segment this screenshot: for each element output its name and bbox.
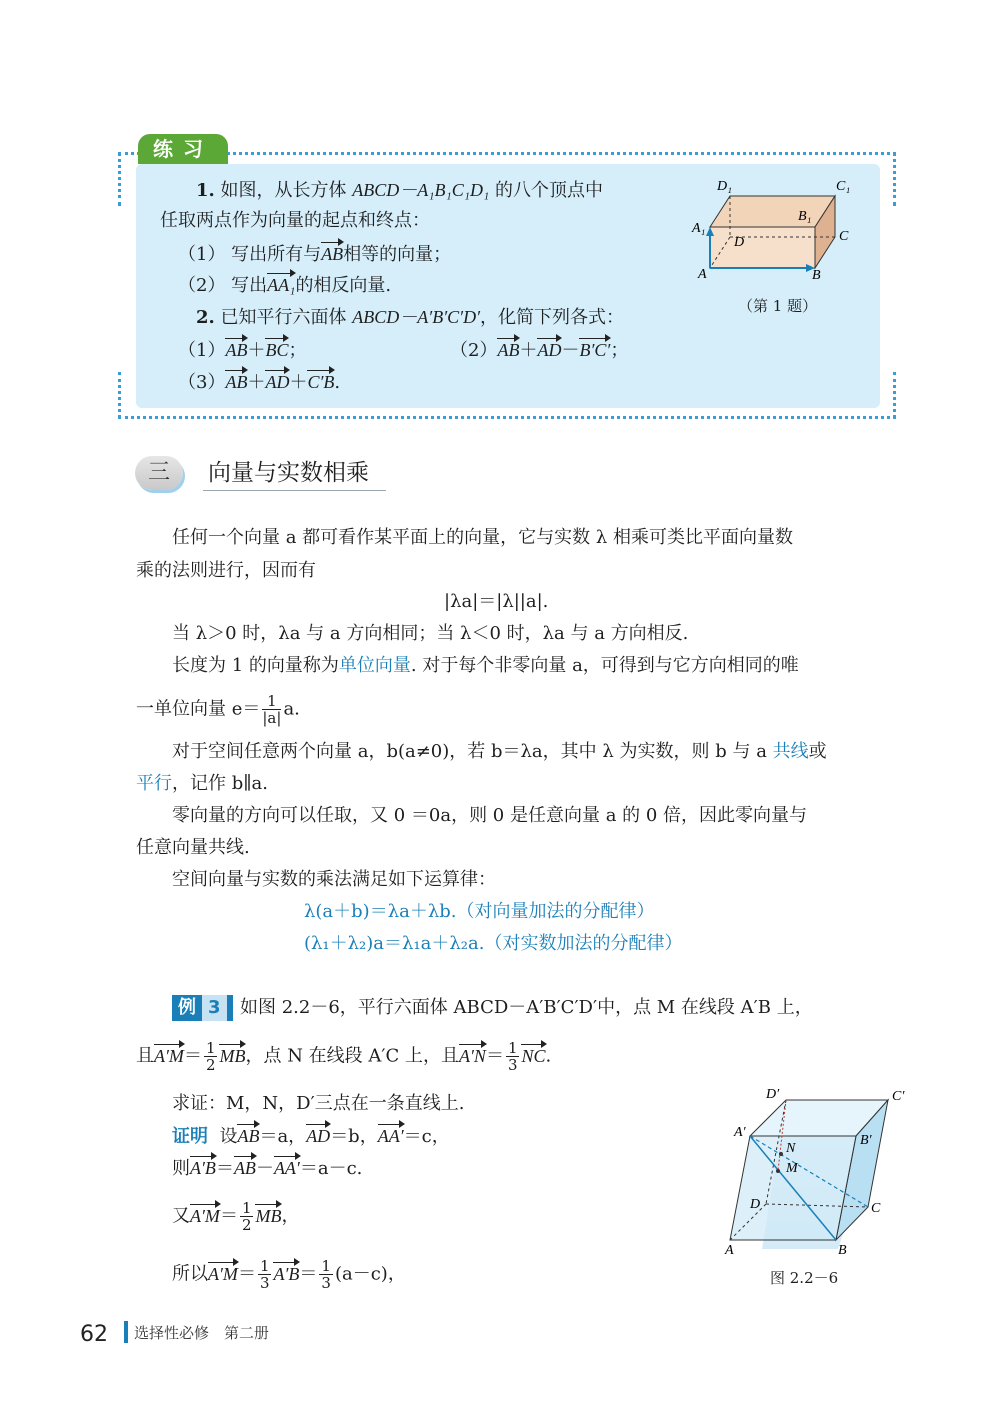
proof-line3: 又A′M＝ $\frac{1}{2}$ MB， — [172, 1199, 300, 1234]
body-p5-line2: 任意向量共线. — [136, 837, 250, 858]
label-d: D — [750, 1197, 761, 1212]
section-title-underline — [203, 490, 386, 491]
book-title: 选择性必修 第二册 — [134, 1324, 270, 1342]
body-p1-line2: 乘的法则进行，因而有 — [136, 560, 316, 581]
section-title: 向量与实数相乘 — [208, 460, 369, 486]
cuboid-top-face — [710, 196, 835, 227]
label-a: A — [698, 267, 707, 282]
exercise-border-right — [893, 372, 896, 418]
exercise-border-left — [118, 372, 121, 418]
body-p4-line1: 对于空间任意两个向量 a，b(a≠0)，若 b＝λa，其中 λ 为实数，则 b 与 a 共线或 — [172, 741, 827, 762]
body-p5-line1: 零向量的方向可以任取，又 0 ＝0a，则 0 是任意向量 a 的 0 倍，因此零向量与 — [172, 805, 808, 826]
example-3-line1: 如图 2.2－6，平行六面体 ABCD－A′B′C′D′中，点 M 在线段 A′B 上， — [240, 997, 813, 1018]
body-formula1: |λa|＝|λ||a|. — [444, 591, 549, 612]
label-b: B — [812, 268, 821, 283]
exercise-q1-line2: 任取两点作为向量的起点和终点： — [160, 210, 430, 231]
label-n: N — [786, 1141, 796, 1156]
label-d: D — [734, 235, 745, 250]
label-d-prime: D′ — [766, 1087, 780, 1102]
label-b-prime: B′ — [860, 1133, 872, 1148]
body-p6: 空间向量与实数的乘法满足如下运算律： — [172, 869, 496, 890]
law-distributive-scalar: (λ₁＋λ₂)a＝λ₁a＋λ₂a.（对实数加法的分配律） — [304, 933, 683, 954]
label-c: C — [839, 229, 849, 244]
section-number: 三 — [147, 460, 170, 485]
body-p3-line1: 长度为 1 的向量称为单位向量. 对于每个非零向量 a，可得到与它方向相同的唯 — [172, 655, 799, 676]
example-3-line2: 且A′M＝ $\frac{1}{2}$ MB，点 N 在线段 A′C 上，且A′N＝ $\frac{1}{3}$ NC. — [136, 1039, 552, 1074]
body-p1-line1: 任何一个向量 a 都可看作某平面上的向量，它与实数 λ 相乘可类比平面向量数 — [172, 527, 794, 548]
label-a1: A₁ — [692, 221, 706, 236]
cuboid-front-face — [710, 227, 815, 268]
body-p3-line2: 一单位向量 e＝ $\frac{1}{|a|}$ a. — [136, 692, 300, 727]
footer-bar — [124, 1321, 128, 1343]
label-b1: B₁ — [798, 209, 812, 224]
parallelepiped-figure — [726, 1084, 922, 1264]
proof-line2: 则A′B＝AB－AA′＝a－c. — [172, 1158, 363, 1179]
exercise-border-right — [893, 152, 896, 206]
figure-2-2-6-caption: 图 2.2－6 — [770, 1269, 839, 1287]
point-m — [776, 1169, 780, 1173]
term-collinear: 共线 — [772, 741, 809, 762]
law-distributive-vector: λ(a＋b)＝λa＋λb.（对向量加法的分配律） — [304, 901, 655, 922]
label-c-prime: C′ — [892, 1089, 905, 1104]
label-a-prime: A′ — [734, 1125, 746, 1140]
proof-label: 证明 — [172, 1126, 208, 1147]
exercise-q1-line1: 1. 如图，从长方体 ABCD－A₁B₁C₁D₁ 的八个顶点中 — [196, 180, 604, 201]
exercise-border-top — [118, 152, 896, 155]
label-c1: C₁ — [836, 179, 851, 194]
fraction-1-over-norm-a: $\frac{1}{|a|}$ — [262, 692, 282, 727]
label-m: M — [786, 1161, 798, 1176]
exercise-tab: 练习 — [138, 134, 228, 164]
label-c: C — [871, 1201, 881, 1216]
proof-line1: 证明 设AB＝a，AD＝b，AA′＝c， — [172, 1126, 450, 1147]
exercise-q2-item1: （1）AB＋BC； — [178, 340, 307, 361]
example-3-label: 例 3 — [172, 995, 233, 1021]
exercise-q1-part2: （2） 写出AA₁的相反向量. — [178, 275, 392, 296]
exercise-border-left — [118, 152, 121, 206]
example-3-prove: 求证：M，N，D′三点在一条直线上. — [172, 1093, 465, 1114]
label-b: B — [838, 1243, 847, 1258]
cuboid-figure — [690, 172, 860, 292]
exercise-q2-item3: （3）AB＋AD＋C′B. — [178, 372, 341, 393]
proof-line4: 所以A′M＝ $\frac{1}{3}$ A′B＝ $\frac{1}{3}$ (a－c)， — [172, 1257, 406, 1292]
body-p4-line2: 平行，记作 b∥a. — [136, 773, 269, 794]
term-parallel: 平行 — [136, 773, 172, 794]
exercise-q2-item2: （2）AB＋AD－B′C′； — [450, 340, 629, 361]
body-p2: 当 λ＞0 时，λa 与 a 方向相同；当 λ＜0 时，λa 与 a 方向相反. — [172, 623, 689, 644]
exercise-q1-part1: （1） 写出所有与AB相等的向量； — [178, 244, 452, 265]
label-d1: D₁ — [717, 179, 732, 194]
exercise-border-bottom — [118, 416, 896, 419]
exercise-figure-caption: （第 1 题） — [738, 297, 818, 315]
point-n — [779, 1152, 783, 1156]
exercise-q2: 2. 已知平行六面体 ABCD－A′B′C′D′，化简下列各式： — [196, 307, 625, 328]
page-number: 62 — [80, 1322, 108, 1347]
term-unit-vector: 单位向量 — [338, 655, 411, 676]
label-a: A — [725, 1243, 734, 1258]
